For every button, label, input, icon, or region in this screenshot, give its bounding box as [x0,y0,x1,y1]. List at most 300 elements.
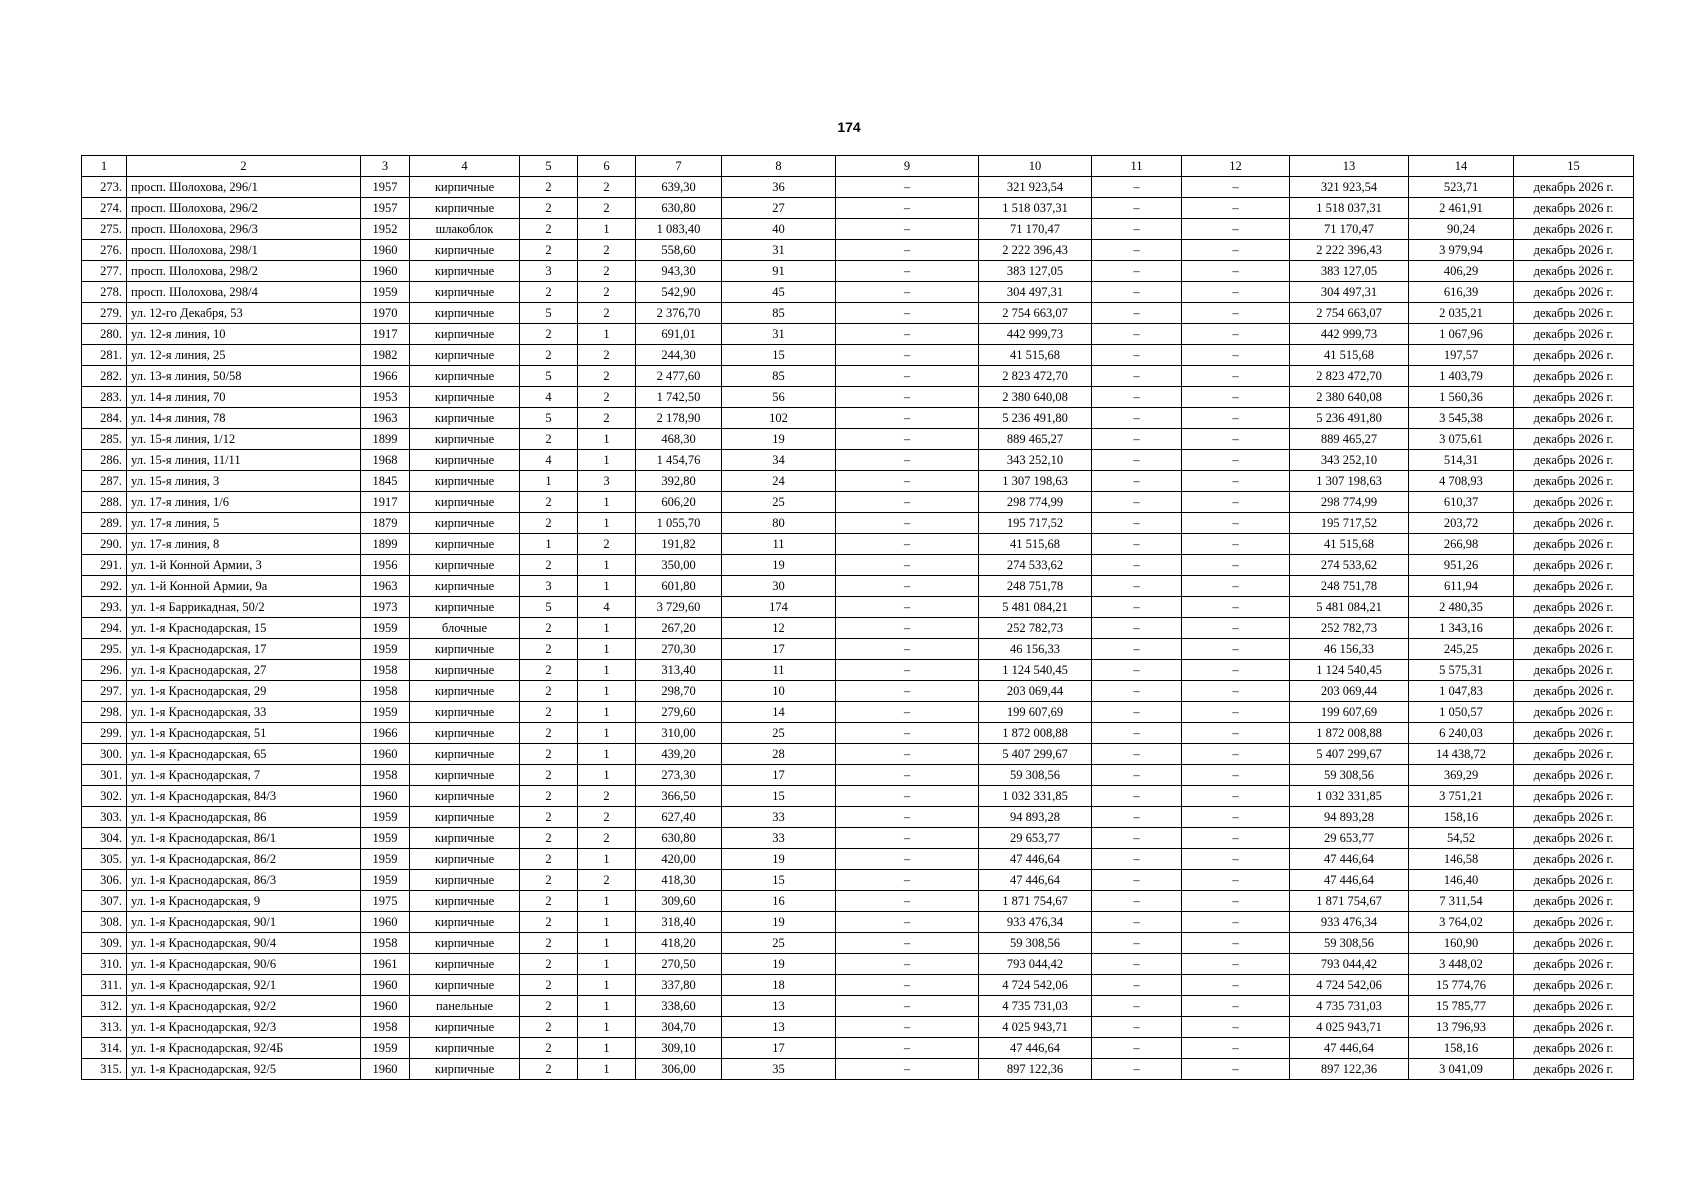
table-cell: – [1182,870,1290,891]
table-cell: – [836,954,979,975]
table-cell: ул. 1-я Краснодарская, 90/6 [127,954,361,975]
table-cell: 102 [722,408,836,429]
table-cell: декабрь 2026 г. [1514,933,1634,954]
table-cell: 301. [82,765,127,786]
table-cell: 4 735 731,03 [1290,996,1409,1017]
table-cell: 1960 [361,996,410,1017]
table-cell: – [836,492,979,513]
table-cell: декабрь 2026 г. [1514,828,1634,849]
table-cell: 146,40 [1409,870,1514,891]
table-cell: декабрь 2026 г. [1514,324,1634,345]
table-cell: декабрь 2026 г. [1514,807,1634,828]
table-cell: 34 [722,450,836,471]
table-cell: 298 774,99 [1290,492,1409,513]
table-cell: – [1182,345,1290,366]
table-cell: 610,37 [1409,492,1514,513]
table-cell: 28 [722,744,836,765]
table-cell: 4 [520,387,578,408]
table-cell: 1 124 540,45 [979,660,1092,681]
table-cell: – [1182,702,1290,723]
table-cell: декабрь 2026 г. [1514,660,1634,681]
table-cell: 1959 [361,807,410,828]
table-cell: – [1092,849,1182,870]
table-cell: 15 [722,786,836,807]
table-cell: – [1182,912,1290,933]
table-cell: ул. 12-го Декабря, 53 [127,303,361,324]
table-cell: 943,30 [636,261,722,282]
table-cell: 4 025 943,71 [979,1017,1092,1038]
table-cell: 2 [520,744,578,765]
table-cell: 4 735 731,03 [979,996,1092,1017]
table-cell: 2 [578,786,636,807]
table-cell: 321 923,54 [1290,177,1409,198]
table-cell: 5 481 084,21 [979,597,1092,618]
table-cell: 16 [722,891,836,912]
table-cell: – [836,429,979,450]
page-number: 174 [837,119,861,135]
table-cell: – [1182,366,1290,387]
table-cell: декабрь 2026 г. [1514,450,1634,471]
table-cell: – [836,534,979,555]
table-row [82,324,1634,345]
table-cell: 11 [722,660,836,681]
table-cell: 2 [520,555,578,576]
table-cell: 270,50 [636,954,722,975]
table-cell: 1 [520,534,578,555]
table-cell: 275. [82,219,127,240]
table-row [82,429,1634,450]
table-cell: 1 560,36 [1409,387,1514,408]
table-cell: 244,30 [636,345,722,366]
table-cell: 17 [722,1038,836,1059]
table-cell: – [836,513,979,534]
table-cell: 300. [82,744,127,765]
table-cell: – [836,870,979,891]
table-cell: 2 [578,387,636,408]
table-cell: 5 236 491,80 [979,408,1092,429]
table-cell: 1 067,96 [1409,324,1514,345]
table-cell: 25 [722,723,836,744]
column-header: 10 [979,156,1092,177]
table-cell: 19 [722,555,836,576]
table-row [82,492,1634,513]
table-cell: 199 607,69 [1290,702,1409,723]
table-cell: кирпичные [410,177,520,198]
table-cell: 1899 [361,429,410,450]
table-cell: 5 236 491,80 [1290,408,1409,429]
table-row [82,555,1634,576]
table-cell: декабрь 2026 г. [1514,1059,1634,1080]
table-cell: 1 [578,954,636,975]
table-cell: 1968 [361,450,410,471]
table-cell: ул. 14-я линия, 78 [127,408,361,429]
table-cell: декабрь 2026 г. [1514,849,1634,870]
table-cell: 40 [722,219,836,240]
table-row [82,786,1634,807]
table-cell: 54,52 [1409,828,1514,849]
table-row [82,828,1634,849]
column-header: 11 [1092,156,1182,177]
table-cell: – [1182,597,1290,618]
table-cell: 630,80 [636,198,722,219]
table-cell: 1 [578,996,636,1017]
table-cell: – [836,723,979,744]
table-cell: 1 [578,324,636,345]
table-cell: – [1182,429,1290,450]
table-cell: 24 [722,471,836,492]
table-cell: – [1092,828,1182,849]
table-cell: 439,20 [636,744,722,765]
table-cell: 1917 [361,324,410,345]
table-cell: 158,16 [1409,1038,1514,1059]
table-cell: – [1092,870,1182,891]
table-cell: ул. 12-я линия, 10 [127,324,361,345]
table-cell: 2 [520,912,578,933]
table-cell: 191,82 [636,534,722,555]
table-cell: декабрь 2026 г. [1514,702,1634,723]
table-cell: 298,70 [636,681,722,702]
table-cell: 2 [520,954,578,975]
table-cell: 1 050,57 [1409,702,1514,723]
table-cell: – [1092,282,1182,303]
table-cell: – [1182,240,1290,261]
table-cell: ул. 1-я Краснодарская, 90/4 [127,933,361,954]
table-cell: кирпичные [410,1038,520,1059]
table-cell: кирпичные [410,723,520,744]
table-cell: 1973 [361,597,410,618]
table-cell: – [1182,933,1290,954]
table-cell: 2 [520,345,578,366]
table-cell: 933 476,34 [979,912,1092,933]
table-cell: 1 742,50 [636,387,722,408]
table-cell: 1959 [361,870,410,891]
table-cell: 203,72 [1409,513,1514,534]
table-cell: 1953 [361,387,410,408]
table-cell: 4 708,93 [1409,471,1514,492]
table-cell: кирпичные [410,429,520,450]
table-cell: 1 [578,681,636,702]
table-cell: 203 069,44 [979,681,1092,702]
table-cell: 1 032 331,85 [979,786,1092,807]
table-cell: 266,98 [1409,534,1514,555]
table-cell: – [836,996,979,1017]
table-cell: 3 751,21 [1409,786,1514,807]
table-row [82,303,1634,324]
table-cell: декабрь 2026 г. [1514,198,1634,219]
table-cell: 36 [722,177,836,198]
table-cell: 2 [520,891,578,912]
table-cell: 5 407 299,67 [979,744,1092,765]
table-cell: кирпичные [410,1017,520,1038]
table-cell: – [1092,1059,1182,1080]
table-cell: 1958 [361,765,410,786]
table-cell: 245,25 [1409,639,1514,660]
column-header: 5 [520,156,578,177]
table-cell: 2 823 472,70 [1290,366,1409,387]
table-cell: декабрь 2026 г. [1514,408,1634,429]
table-cell: 306. [82,870,127,891]
table-cell: 310. [82,954,127,975]
table-cell: 282. [82,366,127,387]
table-cell: 56 [722,387,836,408]
table-cell: 1957 [361,177,410,198]
table-cell: 383 127,05 [1290,261,1409,282]
table-cell: – [836,618,979,639]
table-cell: – [1092,597,1182,618]
table-cell: 298. [82,702,127,723]
table-cell: 41 515,68 [1290,345,1409,366]
table-cell: 199 607,69 [979,702,1092,723]
table-cell: кирпичные [410,954,520,975]
table-cell: 4 025 943,71 [1290,1017,1409,1038]
table-cell: ул. 1-я Краснодарская, 86 [127,807,361,828]
table-cell: кирпичные [410,765,520,786]
table-cell: кирпичные [410,660,520,681]
table-cell: ул. 1-я Краснодарская, 92/1 [127,975,361,996]
table-cell: 274 533,62 [979,555,1092,576]
table-cell: 304,70 [636,1017,722,1038]
table-cell: – [836,387,979,408]
table-cell: – [836,450,979,471]
table-cell: просп. Шолохова, 298/4 [127,282,361,303]
table-cell: 298 774,99 [979,492,1092,513]
table-row [82,282,1634,303]
table-cell: 310,00 [636,723,722,744]
table-row [82,576,1634,597]
table-cell: 897 122,36 [1290,1059,1409,1080]
table-cell: 299. [82,723,127,744]
table-cell: декабрь 2026 г. [1514,282,1634,303]
table-cell: декабрь 2026 г. [1514,555,1634,576]
table-cell: ул. 1-я Баррикадная, 50/2 [127,597,361,618]
table-cell: 1957 [361,198,410,219]
table-cell: 2 [578,177,636,198]
table-row [82,681,1634,702]
table-cell: кирпичные [410,555,520,576]
table-cell: – [1182,492,1290,513]
table-cell: 2 [520,177,578,198]
table-row [82,933,1634,954]
table-cell: 1959 [361,702,410,723]
table-cell: 279,60 [636,702,722,723]
table-cell: 312. [82,996,127,1017]
table-cell: – [1182,555,1290,576]
table-cell: 933 476,34 [1290,912,1409,933]
table-cell: 2 [578,240,636,261]
table-cell: – [1182,1038,1290,1059]
table-cell: 71 170,47 [1290,219,1409,240]
table-cell: декабрь 2026 г. [1514,786,1634,807]
table-cell: 2 222 396,43 [979,240,1092,261]
table-cell: 793 044,42 [1290,954,1409,975]
table-cell: кирпичные [410,471,520,492]
table-cell: декабрь 2026 г. [1514,954,1634,975]
table-cell: декабрь 2026 г. [1514,870,1634,891]
table-cell: – [836,807,979,828]
table-cell: 889 465,27 [1290,429,1409,450]
table-cell: ул. 15-я линия, 1/12 [127,429,361,450]
table-cell: – [1092,933,1182,954]
table-cell: 3 979,94 [1409,240,1514,261]
table-cell: кирпичные [410,240,520,261]
table-cell: шлакоблок [410,219,520,240]
column-header: 3 [361,156,410,177]
table-cell: 7 311,54 [1409,891,1514,912]
table-cell: 195 717,52 [1290,513,1409,534]
table-cell: 174 [722,597,836,618]
table-cell: декабрь 2026 г. [1514,912,1634,933]
table-cell: 30 [722,576,836,597]
table-cell: 1 454,76 [636,450,722,471]
table-cell: ул. 1-я Краснодарская, 92/2 [127,996,361,1017]
table-cell: 1982 [361,345,410,366]
table-row [82,954,1634,975]
table-cell: 315. [82,1059,127,1080]
table-cell: 2 [520,681,578,702]
table-cell: – [1182,534,1290,555]
table-cell: – [1092,366,1182,387]
table-cell: 1845 [361,471,410,492]
table-cell: – [1182,618,1290,639]
table-cell: 3 075,61 [1409,429,1514,450]
table-row [82,639,1634,660]
table-cell: 1879 [361,513,410,534]
table-cell: 1960 [361,975,410,996]
table-cell: – [836,849,979,870]
table-cell: кирпичные [410,1059,520,1080]
table-cell: 19 [722,849,836,870]
table-cell: 4 [520,450,578,471]
table-cell: 1 872 008,88 [1290,723,1409,744]
table-cell: 35 [722,1059,836,1080]
table-cell: 2 [520,996,578,1017]
table-cell: 41 515,68 [979,534,1092,555]
table-cell: ул. 1-я Краснодарская, 17 [127,639,361,660]
table-cell: – [1092,618,1182,639]
table-cell: ул. 17-я линия, 5 [127,513,361,534]
table-cell: 1 [578,576,636,597]
table-cell: – [836,366,979,387]
table-cell: 1 518 037,31 [1290,198,1409,219]
table-cell: 889 465,27 [979,429,1092,450]
table-cell: 1 871 754,67 [979,891,1092,912]
table-cell: 1960 [361,744,410,765]
table-cell: – [836,912,979,933]
table-cell: 2 [520,660,578,681]
table-cell: декабрь 2026 г. [1514,177,1634,198]
table-cell: 1960 [361,240,410,261]
table-cell: 288. [82,492,127,513]
table-cell: 318,40 [636,912,722,933]
table-row [82,471,1634,492]
table-cell: – [836,282,979,303]
table-cell: 1960 [361,786,410,807]
table-cell: 307. [82,891,127,912]
table-cell: 289. [82,513,127,534]
header-row [82,156,1634,177]
table-cell: 951,26 [1409,555,1514,576]
table-cell: декабрь 2026 г. [1514,723,1634,744]
table-cell: – [836,1059,979,1080]
table-cell: 160,90 [1409,933,1514,954]
table-cell: 14 [722,702,836,723]
table-cell: декабрь 2026 г. [1514,534,1634,555]
table-cell: 350,00 [636,555,722,576]
table-cell: – [1182,849,1290,870]
table-cell: 290. [82,534,127,555]
table-cell: – [1182,513,1290,534]
table-cell: просп. Шолохова, 296/3 [127,219,361,240]
table-cell: – [836,1017,979,1038]
table-row [82,408,1634,429]
table-cell: 1 [578,765,636,786]
table-cell: 2 480,35 [1409,597,1514,618]
table-cell: 3 764,02 [1409,912,1514,933]
table-cell: 1 [578,975,636,996]
table-cell: 59 308,56 [979,765,1092,786]
table-cell: 291. [82,555,127,576]
table-cell: кирпичные [410,702,520,723]
table-cell: 19 [722,912,836,933]
table-cell: 1 [578,513,636,534]
table-cell: кирпичные [410,639,520,660]
table-cell: 1960 [361,912,410,933]
table-cell: 1 [578,891,636,912]
table-cell: панельные [410,996,520,1017]
table-cell: 2 [578,408,636,429]
table-cell: 3 [578,471,636,492]
table-cell: 309,10 [636,1038,722,1059]
table-cell: 294. [82,618,127,639]
table-cell: 47 446,64 [1290,849,1409,870]
table-row [82,702,1634,723]
table-cell: 47 446,64 [979,849,1092,870]
table-row [82,198,1634,219]
table-cell: 18 [722,975,836,996]
table-cell: – [1182,303,1290,324]
table-cell: ул. 1-я Краснодарская, 86/2 [127,849,361,870]
table-cell: 1961 [361,954,410,975]
table-cell: 11 [722,534,836,555]
table-cell: 1 [578,429,636,450]
table-cell: – [1182,975,1290,996]
table-cell: – [836,975,979,996]
table-cell: 611,94 [1409,576,1514,597]
table-cell: 80 [722,513,836,534]
table-cell: ул. 1-я Краснодарская, 92/5 [127,1059,361,1080]
table-cell: декабрь 2026 г. [1514,387,1634,408]
table-cell: 630,80 [636,828,722,849]
table-cell: декабрь 2026 г. [1514,1017,1634,1038]
table-cell: 2 376,70 [636,303,722,324]
table-cell: 277. [82,261,127,282]
table-cell: – [836,639,979,660]
table-cell: декабрь 2026 г. [1514,345,1634,366]
table-cell: 1 [578,618,636,639]
table-cell: ул. 1-й Конной Армии, 3 [127,555,361,576]
table-cell: кирпичные [410,450,520,471]
table-cell: – [1182,408,1290,429]
table-cell: 2 [578,807,636,828]
table-row [82,765,1634,786]
table-cell: кирпичные [410,933,520,954]
table-cell: 2 [578,828,636,849]
table-cell: – [1182,786,1290,807]
table-cell: 1963 [361,408,410,429]
table-cell: 1 [578,555,636,576]
table-cell: 793 044,42 [979,954,1092,975]
table-cell: 2 [520,765,578,786]
